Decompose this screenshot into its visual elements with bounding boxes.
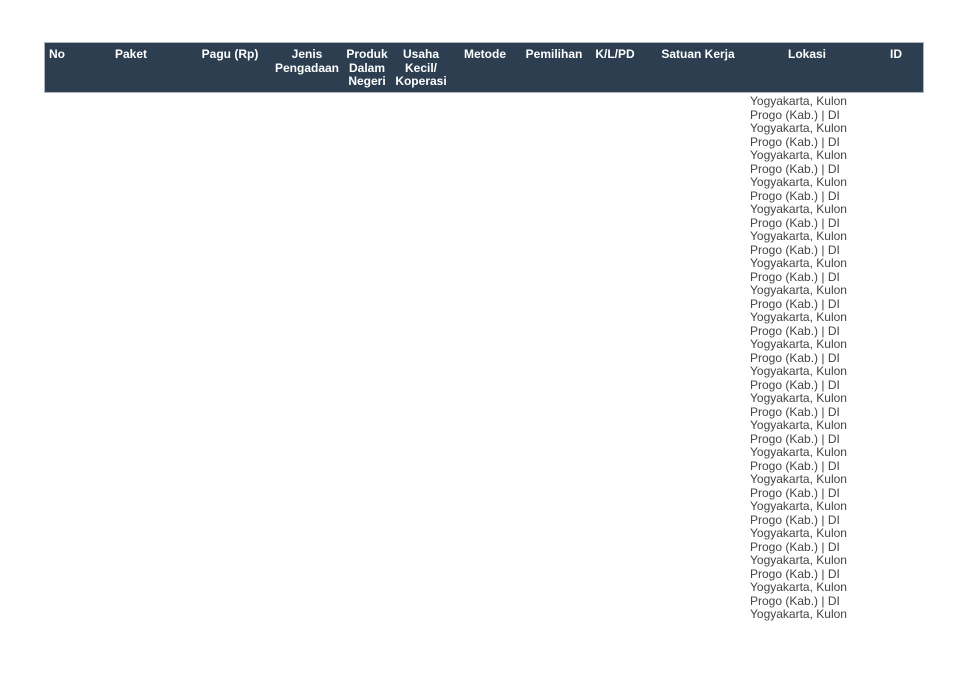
lokasi-cell-line: Yogyakarta, Kulon bbox=[750, 175, 847, 189]
lokasi-cell-line: Yogyakarta, Kulon bbox=[750, 229, 847, 243]
lokasi-cell-line: Yogyakarta, Kulon bbox=[750, 418, 847, 432]
lokasi-cell-line: Progo (Kab.) | DI bbox=[750, 215, 840, 230]
column-header-usaha-kecil-koperasi[interactable]: Usaha Kecil/ Koperasi bbox=[395, 47, 447, 88]
lokasi-cell-line: Progo (Kab.) | DI bbox=[750, 188, 840, 203]
lokasi-cell-line: Progo (Kab.) | DI bbox=[750, 404, 840, 419]
lokasi-cell-line: Yogyakarta, Kulon bbox=[750, 148, 847, 162]
column-header-satuan-kerja[interactable]: Satuan Kerja bbox=[661, 47, 735, 61]
lokasi-cell-line: Progo (Kab.) | DI bbox=[750, 323, 840, 338]
lokasi-cell-line: Progo (Kab.) | DI bbox=[750, 485, 840, 500]
lokasi-cell-line: Progo (Kab.) | DI bbox=[750, 269, 840, 284]
lokasi-cell-line: Progo (Kab.) | DI bbox=[750, 296, 840, 311]
table-header-row bbox=[44, 42, 924, 93]
lokasi-cell-line: Progo (Kab.) | DI bbox=[750, 242, 840, 257]
lokasi-cell-line: Yogyakarta, Kulon bbox=[750, 391, 847, 405]
lokasi-cell-line: Progo (Kab.) | DI bbox=[750, 134, 840, 149]
lokasi-cell-line: Yogyakarta, Kulon bbox=[750, 310, 847, 324]
lokasi-cell-line: Yogyakarta, Kulon bbox=[750, 256, 847, 270]
lokasi-cell-line: Progo (Kab.) | DI bbox=[750, 107, 840, 122]
lokasi-cell-line: Progo (Kab.) | DI bbox=[750, 458, 840, 473]
column-header-no[interactable]: No bbox=[49, 47, 65, 61]
lokasi-cell-line: Progo (Kab.) | DI bbox=[750, 566, 840, 581]
lokasi-cell-line: Yogyakarta, Kulon bbox=[750, 445, 847, 459]
column-header-klpd[interactable]: K/L/PD bbox=[595, 47, 635, 61]
column-header-produk-dalam-negeri[interactable]: Produk Dalam Negeri bbox=[346, 47, 388, 88]
lokasi-cell-line: Yogyakarta, Kulon bbox=[750, 472, 847, 486]
lokasi-cell-line: Yogyakarta, Kulon bbox=[750, 499, 847, 513]
lokasi-cell-line: Yogyakarta, Kulon bbox=[750, 202, 847, 216]
lokasi-cell-line: Yogyakarta, Kulon bbox=[750, 526, 847, 540]
lokasi-cell-line: Yogyakarta, Kulon bbox=[750, 283, 847, 297]
lokasi-column-text bbox=[750, 95, 860, 622]
column-header-paket[interactable]: Paket bbox=[114, 47, 148, 61]
column-header-jenis-pengadaan[interactable]: Jenis Pengadaan bbox=[274, 47, 340, 75]
lokasi-cell-line: Progo (Kab.) | DI bbox=[750, 161, 840, 176]
column-header-lokasi[interactable]: Lokasi bbox=[787, 47, 827, 61]
lokasi-cell-line: Yogyakarta, Kulon bbox=[750, 553, 847, 567]
lokasi-cell-line: Progo (Kab.) | DI bbox=[750, 350, 840, 365]
lokasi-cell-line: Yogyakarta, Kulon bbox=[750, 337, 847, 351]
column-header-id[interactable]: ID bbox=[890, 47, 902, 61]
column-header-pagu-rp[interactable]: Pagu (Rp) bbox=[201, 47, 259, 61]
lokasi-cell-line: Progo (Kab.) | DI bbox=[750, 512, 840, 527]
lokasi-cell-line: Progo (Kab.) | DI bbox=[750, 539, 840, 554]
column-header-metode[interactable]: Metode bbox=[464, 47, 506, 61]
lokasi-cell-line: Yogyakarta, Kulon bbox=[750, 580, 847, 594]
lokasi-cell-line: Progo (Kab.) | DI bbox=[750, 593, 840, 608]
lokasi-cell-line: Yogyakarta, Kulon bbox=[750, 607, 847, 621]
column-header-pemilihan[interactable]: Pemilihan bbox=[525, 47, 583, 61]
lokasi-cell-line: Progo (Kab.) | DI bbox=[750, 431, 840, 446]
lokasi-cell-line: Yogyakarta, Kulon bbox=[750, 94, 847, 108]
lokasi-cell-line: Yogyakarta, Kulon bbox=[750, 121, 847, 135]
lokasi-cell-line: Yogyakarta, Kulon bbox=[750, 364, 847, 378]
lokasi-cell-line: Progo (Kab.) | DI bbox=[750, 377, 840, 392]
